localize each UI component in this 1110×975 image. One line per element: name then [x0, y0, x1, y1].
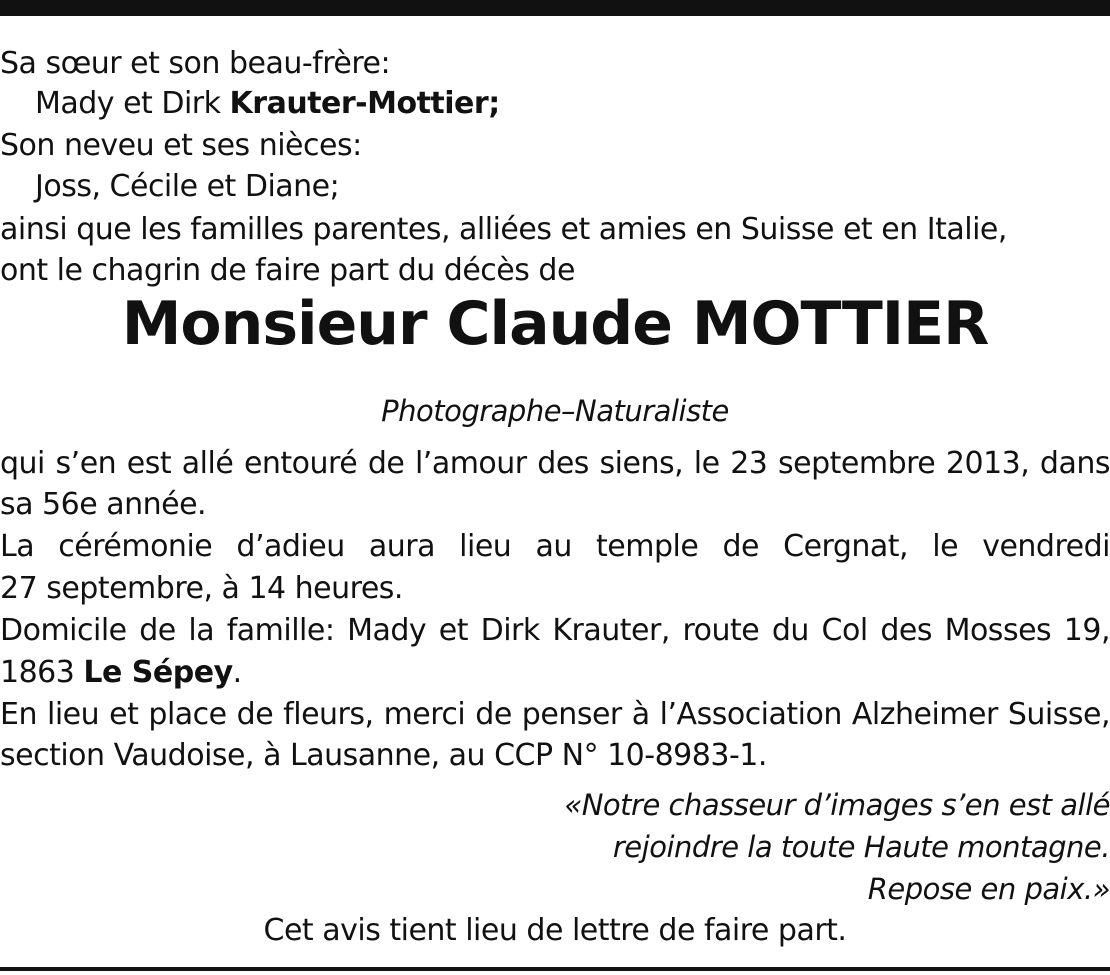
ceremony-line-1: La cérémonie d’adieu aura lieu au temple de Cergnat, le vendredi — [0, 529, 1110, 564]
quote-line-2: rejoindre la toute Haute montagne. — [612, 830, 1110, 864]
nephew-names: Joss, Cécile et Diane; — [35, 169, 340, 204]
domicile-line-1: Domicile de la famille: Mady et Dirk Krauter, route du Col des Mosses 19, — [0, 613, 1110, 648]
deceased-name: Monsieur Claude MOTTIER — [121, 289, 989, 359]
quote-line-3: Repose en paix.» — [867, 872, 1110, 906]
domicile-line-2: 1863 Le Sépey. — [0, 655, 242, 690]
extended-family-line: ainsi que les familles parentes, alliées et amies en Suisse et en Italie, — [0, 212, 1007, 247]
bottom-border-rule — [0, 967, 1110, 971]
announce-line: ont le chagrin de faire part du décès de — [0, 253, 575, 288]
nephew-label: Son neveu et ses nièces: — [0, 128, 362, 163]
domicile-town: Le Sépey — [83, 655, 233, 690]
sister-surname: Krauter-Mottier; — [229, 86, 500, 121]
flowers-line-1: En lieu et place de fleurs, merci de penser à l’Association Alzheimer Suisse, — [0, 697, 1110, 732]
sister-label: Sa sœur et son beau-frère: — [0, 46, 391, 81]
flowers-line-2: section Vaudoise, à Lausanne, au CCP N° 10-8983-1. — [0, 738, 767, 773]
footer-note: Cet avis tient lieu de lettre de faire part. — [263, 913, 847, 948]
deceased-profession: Photographe–Naturaliste — [381, 394, 729, 428]
top-border-rule — [0, 0, 1110, 16]
passing-line-2: sa 56e année. — [0, 487, 207, 522]
quote-line-1: «Notre chasseur d’images s’en est allé — [564, 788, 1110, 822]
sister-names: Mady et Dirk Krauter-Mottier; — [35, 86, 500, 121]
passing-line-1: qui s’en est allé entouré de l’amour des siens, le 23 septembre 2013, dans — [0, 446, 1110, 481]
ceremony-line-2: 27 septembre, à 14 heures. — [0, 571, 403, 606]
